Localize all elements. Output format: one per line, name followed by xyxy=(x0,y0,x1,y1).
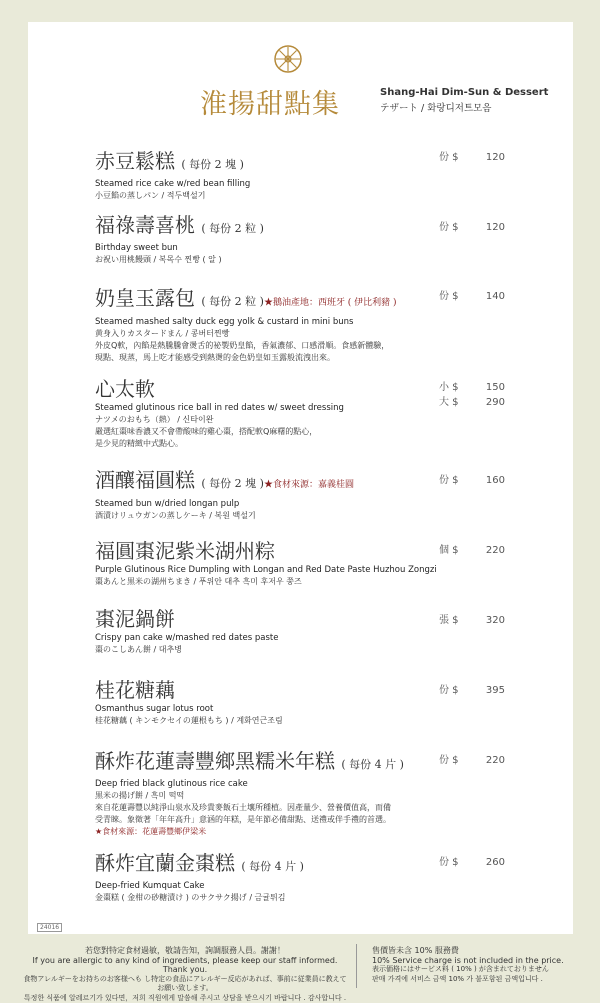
item-source: ★鵝油產地：西班牙 ( 伊比利豬 ) xyxy=(264,298,397,308)
price-row xyxy=(439,681,505,696)
price-unit: 份 $ xyxy=(439,471,475,486)
item-price xyxy=(439,541,505,556)
item-name: 奶皇玉露包 xyxy=(95,286,195,310)
price-value: 150 xyxy=(475,382,505,393)
menu-item xyxy=(95,148,425,202)
price-unit: 份 $ xyxy=(439,148,475,163)
item-price xyxy=(439,378,505,408)
item-english-name: Deep-fried Kumquat Cake xyxy=(95,880,425,892)
item-name: 心太軟 xyxy=(95,377,155,401)
item-japanese-korean-name: お祝い用桃饅頭 / 복목수 찐빵 ( 알 ) xyxy=(95,254,425,266)
menu-item-title xyxy=(95,748,425,778)
menu-item-title xyxy=(95,285,425,316)
item-english-name: Steamed mashed salty duck egg yolk & custard in mini buns xyxy=(95,316,425,328)
menu-item xyxy=(95,606,425,656)
item-description-line: 受青睞。象徵著「年年高升」意涵的年糕，是年節必備甜點、送禮或伴手禮的首選。 xyxy=(95,814,425,826)
price-row xyxy=(439,611,505,626)
price-value: 395 xyxy=(475,685,505,696)
item-portion: ( 每份 2 粒 ) xyxy=(201,222,264,235)
item-name: 酒釀福圓糕 xyxy=(95,468,195,492)
item-english-name: Purple Glutinous Rice Dumpling with Longan and Red Date Paste Huzhou Zongzi xyxy=(95,564,425,576)
item-name: 赤豆鬆糕 xyxy=(95,149,175,173)
item-price xyxy=(439,751,505,766)
price-value: 290 xyxy=(475,397,505,408)
price-row xyxy=(439,393,505,408)
item-price xyxy=(439,611,505,626)
item-english-name: Steamed glutinous rice ball in red dates w/ sweet dressing xyxy=(95,402,425,414)
item-english-name: Osmanthus sugar lotus root xyxy=(95,703,425,715)
item-portion: ( 每份 2 塊 ) xyxy=(181,158,244,171)
menu-title-sub: テザート / 화랑디저트모음 xyxy=(380,100,491,114)
price-value: 120 xyxy=(475,222,505,233)
item-japanese-korean-name: ナツメのおもち（熱） / 신타이완 xyxy=(95,414,425,426)
price-value: 320 xyxy=(475,615,505,626)
price-unit: 大 $ xyxy=(439,393,475,408)
price-row xyxy=(439,471,505,486)
service-charge-notice xyxy=(372,946,564,984)
price-unit: 份 $ xyxy=(439,287,475,302)
item-japanese-korean-name: 棗あんと黒米の湖州ちまき / 푸위안 대추 흑미 후저우 쭝즈 xyxy=(95,576,425,588)
allergy-notice-line: 若您對特定食材過敏，敬請告知，詢調服務人員。謝謝！ xyxy=(20,946,350,956)
item-description-line: 外皮Q軟，內餡是熱騰騰會燙舌的祕製奶皇餡，香氣濃郁、口感滑順。食感新體驗， xyxy=(95,340,425,352)
item-description-line: 嚴選紅棗味香濃又不會帶酸味的雞心棗，搭配軟Q麻糬的點心， xyxy=(95,426,425,438)
item-japanese-korean-name: 黄身入りカスタードまん / 콩버터찐빵 xyxy=(95,328,425,340)
item-price xyxy=(439,287,505,302)
menu-title: 淮揚甜點集 xyxy=(200,82,340,121)
menu-item xyxy=(95,376,425,450)
menu-item xyxy=(95,748,425,838)
item-name: 棗泥鍋餅 xyxy=(95,607,175,631)
price-row xyxy=(439,218,505,233)
price-value: 140 xyxy=(475,291,505,302)
item-english-name: Deep fried black glutinous rice cake xyxy=(95,778,425,790)
menu-item-title xyxy=(95,467,425,498)
item-portion: ( 每份 2 塊 ) xyxy=(201,477,264,490)
item-japanese-korean-name: 黒米の揚げ餅 / 흑미 떡떡 xyxy=(95,790,425,802)
item-name: 酥炸花蓮壽豐鄉黑糯米年糕 xyxy=(95,749,335,773)
item-description-line: 是少見的精緻中式點心。 xyxy=(95,438,425,450)
menu-code-tag: 24016 xyxy=(37,923,62,932)
menu-item xyxy=(95,212,425,266)
item-name: 酥炸宜蘭金棗糕 xyxy=(95,851,235,875)
menu-item-title xyxy=(95,148,425,178)
price-unit: 個 $ xyxy=(439,541,475,556)
price-value: 260 xyxy=(475,857,505,868)
item-english-name: Steamed rice cake w/red bean filling xyxy=(95,178,425,190)
menu-item xyxy=(95,285,425,364)
footer-divider xyxy=(356,944,357,988)
price-value: 220 xyxy=(475,755,505,766)
item-description-line: 現點、現蒸，馬上吃才能感受到熱燙的金色奶皇如玉露般流洩出來。 xyxy=(95,352,425,364)
menu-item-title xyxy=(95,212,425,242)
service-notice-line: 10% Service charge is not included in the price. xyxy=(372,956,564,966)
menu-item-title xyxy=(95,677,425,703)
item-english-name: Crispy pan cake w/mashed red dates paste xyxy=(95,632,425,644)
menu-item-title xyxy=(95,376,425,402)
item-source: ★食材來源：嘉義桂圓 xyxy=(264,480,354,490)
menu-item-title xyxy=(95,850,425,880)
item-price xyxy=(439,853,505,868)
item-price xyxy=(439,218,505,233)
allergy-notice xyxy=(20,946,350,1003)
item-name: 桂花糖藕 xyxy=(95,678,175,702)
price-row xyxy=(439,287,505,302)
price-unit: 份 $ xyxy=(439,681,475,696)
price-unit: 份 $ xyxy=(439,218,475,233)
price-row xyxy=(439,148,505,163)
item-japanese-korean-name: 金棗糕 ( 金柑の砂糖漬け ) のサクサク揚げ / 금귤튀김 xyxy=(95,892,425,904)
item-price xyxy=(439,681,505,696)
service-notice-line: 판매 가격에 서비스 금액 10% 가 불포함된 금액입니다 . xyxy=(372,975,564,985)
menu-item xyxy=(95,677,425,727)
menu-item-title xyxy=(95,606,425,632)
price-unit: 張 $ xyxy=(439,611,475,626)
item-japanese-korean-name: 棗のこしあん餅 / 대추병 xyxy=(95,644,425,656)
allergy-notice-line: 食物アレルギーをお持ちのお客様へも し特定の食品にアレルギー反応があれば、事前に従業員に教えてお願い致します。 xyxy=(20,975,350,994)
price-row xyxy=(439,378,505,393)
item-price xyxy=(439,148,505,163)
item-description-line: 來自花蓮壽豐以純淨山泉水及珍貴麥飯石土壤所種植。因產量少、營養價值高，而備 xyxy=(95,802,425,814)
item-portion: ( 每份 4 片 ) xyxy=(241,860,304,873)
item-japanese-korean-name: 酒漬けリュウガンの蒸しケーキ / 복원 백설기 xyxy=(95,510,425,522)
menu-item xyxy=(95,538,425,588)
price-unit: 份 $ xyxy=(439,751,475,766)
service-notice-line: 售價皆未含 10% 服務費 xyxy=(372,946,564,956)
price-unit: 小 $ xyxy=(439,378,475,393)
price-value: 120 xyxy=(475,152,505,163)
logo-icon xyxy=(273,44,303,74)
item-japanese-korean-name: 桂花糖藕 ( キンモクセイの蓮根もち ) / 계화연근조림 xyxy=(95,715,425,727)
item-name: 福圓棗泥紫米湖州粽 xyxy=(95,539,275,563)
menu-title-en: Shang-Hai Dim-Sun & Dessert xyxy=(380,87,548,98)
allergy-notice-line: 특정한 식품에 알레르기가 있다면，저희 직원에게 말씀해 주시고 상담을 받으시기 바랍니다 . 감사합니다 . xyxy=(20,994,350,1003)
price-value: 220 xyxy=(475,545,505,556)
item-source-line: ★食材來源：花蓮壽豐鄉伊梁米 xyxy=(95,826,425,838)
price-row xyxy=(439,541,505,556)
price-unit: 份 $ xyxy=(439,853,475,868)
price-value: 160 xyxy=(475,475,505,486)
price-row xyxy=(439,853,505,868)
item-price xyxy=(439,471,505,486)
item-english-name: Steamed bun w/dried longan pulp xyxy=(95,498,425,510)
allergy-notice-line: If you are allergic to any kind of ingredients, please keep our staff informed. Thank you. xyxy=(20,956,350,975)
item-portion: ( 每份 4 片 ) xyxy=(341,758,404,771)
item-portion: ( 每份 2 粒 ) xyxy=(201,295,264,308)
menu-item xyxy=(95,467,425,522)
item-name: 福祿壽喜桃 xyxy=(95,213,195,237)
price-row xyxy=(439,751,505,766)
item-japanese-korean-name: 小豆餡の蒸しパン / 적두백설기 xyxy=(95,190,425,202)
item-english-name: Birthday sweet bun xyxy=(95,242,425,254)
service-notice-line: 表示価格にはサービス料 ( 10% ) が含まれておりません xyxy=(372,965,564,975)
menu-item xyxy=(95,850,425,904)
menu-item-title xyxy=(95,538,425,564)
